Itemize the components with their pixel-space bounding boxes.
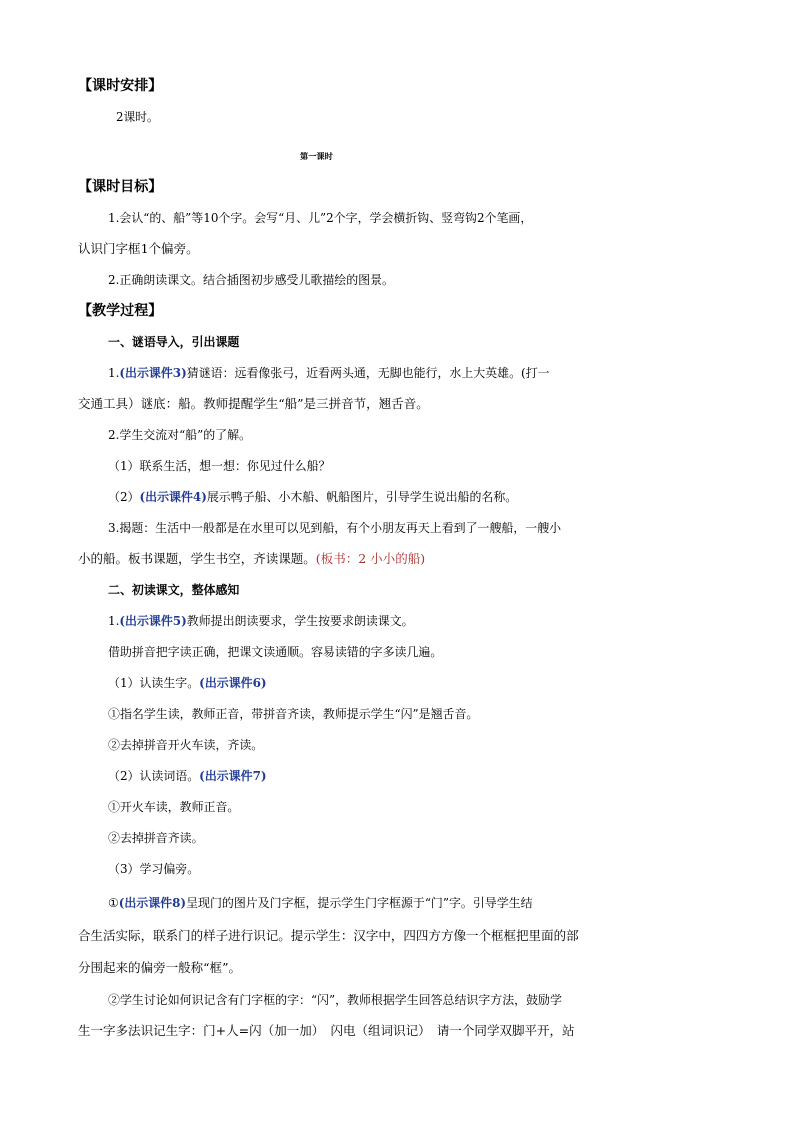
p1-1-line-1: 1.(出示课件3)猜谜语：远看像张弓，近看两头通，无脚也能行，水上大英雄。(打一	[108, 366, 550, 380]
p2-1-line-2: 借助拼音把字读正确，把课文读通顺。容易读错的字多读几遍。	[108, 645, 443, 659]
p2-s2-b: ②去掉拼音齐读。	[108, 831, 204, 845]
goal-2: 2.正确朗读课文。结合插图初步感受儿歌描绘的图景。	[108, 273, 394, 287]
p2-s1: （1）认读生字。(出示课件6)	[108, 676, 267, 690]
p2-s3-b-line-1: ②学生讨论如何识记含有门字框的字：“闪”，教师根据学生回答总结识字方法，鼓励学	[108, 993, 562, 1007]
lesson-title: 第一课时	[300, 151, 333, 161]
schedule-text: 2课时。	[116, 110, 159, 124]
p1-2-2: （2）(出示课件4)展示鸭子船、小木船、帆船图片，引导学生说出船的名称。	[108, 490, 518, 504]
section-heading-schedule: 【课时安排】	[78, 78, 163, 94]
goal-1-line-2: 认识门字框1个偏旁。	[78, 241, 199, 256]
goal-1-line-1: 1.会认“的、船”等10个字。会写“月、儿”2个字，学会横折钩、竖弯钩2个笔画，	[108, 211, 533, 225]
p2-1-line-1: 1.(出示课件5)教师提出朗读要求，学生按要求朗读课文。	[108, 614, 414, 628]
p1-3-line-2: 小的船。板书课题，学生书空，齐读课题。(板书：2 小小的船)	[78, 551, 426, 566]
part-1-title: 一、谜语导入，引出课题	[108, 335, 240, 349]
p2-s2-a: ①开火车读，教师正音。	[108, 800, 240, 814]
part-2-title: 二、初读课文，整体感知	[108, 583, 240, 597]
p2-s2: （2）认读词语。(出示课件7)	[108, 769, 267, 783]
p2-s3-a-line-3: 分围起来的偏旁一般称“框”。	[78, 960, 241, 975]
courseware-tag: (出示课件5)	[119, 614, 187, 628]
p1-2: 2.学生交流对“船”的了解。	[108, 428, 251, 442]
p1-1-line-2: 交通工具）谜底：船。教师提醒学生“船”是三拼音节，翘舌音。	[78, 396, 429, 411]
courseware-tag: (出示课件8)	[118, 896, 187, 910]
section-heading-process: 【教学过程】	[78, 303, 163, 319]
courseware-tag: (出示课件3)	[119, 366, 187, 380]
courseware-tag: (出示课件6)	[199, 676, 267, 690]
section-heading-goals: 【课时目标】	[78, 179, 163, 195]
p2-s3-a-line-2: 合生活实际，联系门的样子进行识记。提示学生：汉字中，四四方方像一个框框把里面的部	[78, 928, 579, 943]
p2-s1-a: ①指名学生读，教师正音，带拼音齐读，教师提示学生“闪”是翘舌音。	[108, 707, 479, 721]
p1-2-1: （1）联系生活，想一想：你见过什么船？	[108, 459, 331, 473]
courseware-tag: (出示课件4)	[139, 490, 207, 504]
p1-3-line-1: 3.揭题：生活中一般都是在水里可以见到船，有个小朋友再天上看到了一艘船，一艘小	[108, 521, 562, 535]
p2-s3-a-line-1: ①(出示课件8)呈现门的图片及门字框，提示学生门字框源于“门”字。引导学生结	[108, 896, 533, 910]
p2-s1-b: ②去掉拼音开火车读，齐读。	[108, 738, 264, 752]
p2-s3: （3）学习偏旁。	[108, 862, 200, 876]
blackboard-note: (板书：2 小小的船)	[315, 551, 426, 566]
courseware-tag: (出示课件7)	[199, 769, 267, 783]
p2-s3-b-line-2: 生一字多法识记生字：门+人=闪（加一加） 闪电（组词识记） 请一个同学双脚平开，站	[78, 1023, 575, 1038]
